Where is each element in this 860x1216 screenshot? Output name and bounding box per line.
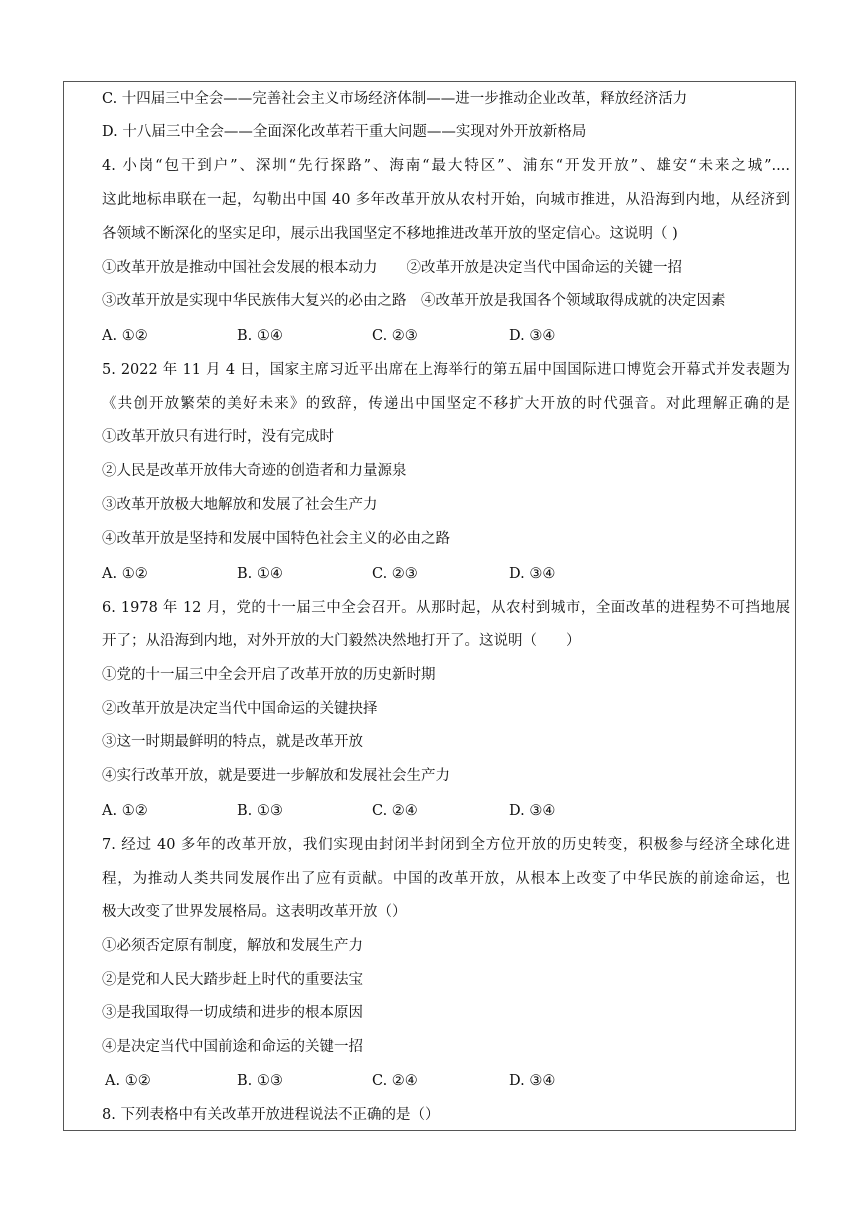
option-a[interactable]: A. ①②	[102, 328, 148, 344]
question-5-statement: ①改革开放只有进行时，没有完成时	[102, 429, 334, 445]
question-4-statement: ①改革开放是推动中国社会发展的根本动力 ②改革开放是决定当代中国命运的关键一招	[102, 260, 682, 276]
option-d[interactable]: D. ③④	[509, 328, 556, 344]
question-7-statement: ④是决定当代中国前途和命运的关键一招	[102, 1039, 363, 1055]
question-7-stem-cont: 程，为推动人类共同发展作出了应有贡献。中国的改革开放，从根本上改变了中华民族的前途命运，也	[102, 871, 790, 887]
question-4-stem: 4. 小岗“包干到户”、深圳“先行探路”、海南“最大特区”、浦东“开发开放”、雄安“未来之城”....	[102, 158, 790, 174]
option-d[interactable]: D. ③④	[509, 566, 556, 582]
question-5-stem-cont: 《共创开放繁荣的美好未来》的致辞，传递出中国坚定不移扩大开放的时代强音。对此理解正确的是	[102, 396, 790, 412]
question-4-statement: ③改革开放是实现中华民族伟大复兴的必由之路 ④改革开放是我国各个领域取得成就的决定因素	[102, 293, 726, 309]
option-a[interactable]: A. ①②	[105, 1073, 151, 1089]
option-d-line: D. 十八届三中全会——全面深化改革若干重大问题——实现对外开放新格局	[102, 124, 587, 140]
option-c[interactable]: C. ②④	[372, 803, 418, 819]
option-c-line: C. 十四届三中全会——完善社会主义市场经济体制——进一步推动企业改革，释放经济活力	[102, 91, 688, 107]
question-5-statement: ③改革开放极大地解放和发展了社会生产力	[102, 497, 378, 513]
question-6-stem: 6. 1978 年 12 月，党的十一届三中全会召开。从那时起，从农村到城市，全面改革的进程势不可挡地展	[102, 600, 790, 616]
question-6-statement: ④实行改革开放，就是要进一步解放和发展社会生产力	[102, 768, 450, 784]
question-6-stem-cont: 开了；从沿海到内地，对外开放的大门毅然决然地打开了。这说明（ ）	[102, 633, 581, 649]
question-5-stem: 5. 2022 年 11 月 4 日，国家主席习近平出席在上海举行的第五届中国国际进口博览会开幕式并发表题为	[102, 362, 790, 378]
question-6-statement: ①党的十一届三中全会开启了改革开放的历史新时期	[102, 667, 436, 683]
option-a[interactable]: A. ①②	[102, 803, 148, 819]
question-8-stem: 8. 下列表格中有关改革开放进程说法不正确的是（）	[102, 1107, 440, 1123]
question-5-statement: ④改革开放是坚持和发展中国特色社会主义的必由之路	[102, 531, 450, 547]
option-d[interactable]: D. ③④	[509, 803, 556, 819]
question-7-statement: ①必须否定原有制度，解放和发展生产力	[102, 938, 363, 954]
option-b[interactable]: B. ①③	[237, 803, 283, 819]
question-7-stem: 7. 经过 40 多年的改革开放，我们实现由封闭半封闭到全方位开放的历史转变，积极参与经济全球化进	[102, 837, 790, 853]
option-b[interactable]: B. ①④	[237, 328, 283, 344]
question-7-statement: ②是党和人民大踏步赶上时代的重要法宝	[102, 972, 363, 988]
question-7-statement: ③是我国取得一切成绩和进步的根本原因	[102, 1005, 363, 1021]
question-7-stem-cont: 极大改变了世界发展格局。这表明改革开放（）	[102, 904, 407, 920]
option-b[interactable]: B. ①④	[237, 566, 283, 582]
question-6-statement: ③这一时期最鲜明的特点，就是改革开放	[102, 734, 363, 750]
question-6-statement: ②改革开放是决定当代中国命运的关键抉择	[102, 701, 378, 717]
question-4-stem-cont: 各领域不断深化的坚实足印，展示出我国坚定不移地推进改革开放的坚定信心。这说明（ )	[102, 226, 678, 242]
option-a[interactable]: A. ①②	[102, 566, 148, 582]
question-5-statement: ②人民是改革开放伟大奇迹的创造者和力量源泉	[102, 463, 407, 479]
question-4-stem-cont: 这此地标串联在一起，勾勒出中国 40 多年改革开放从农村开始，向城市推进，从沿海到内地，从经济到	[102, 192, 790, 208]
option-b[interactable]: B. ①③	[237, 1073, 283, 1089]
option-d[interactable]: D. ③④	[509, 1073, 556, 1089]
option-c[interactable]: C. ②③	[372, 328, 418, 344]
option-c[interactable]: C. ②③	[372, 566, 418, 582]
option-c[interactable]: C. ②④	[372, 1073, 418, 1089]
